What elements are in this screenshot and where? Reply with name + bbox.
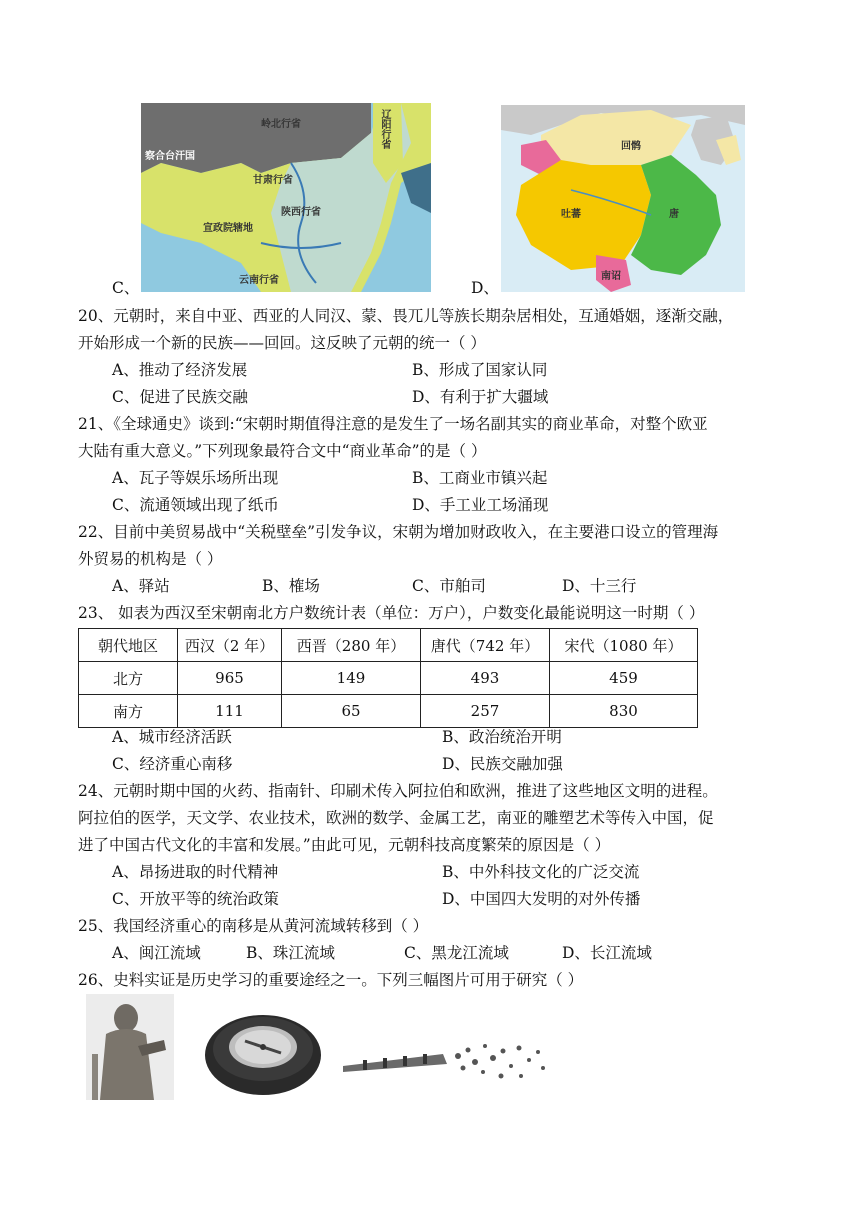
q20-stem-line1: 20、元朝时，来自中亚、西亚的人同汉、蒙、畏兀儿等族长期杂居相处，互通婚姻，逐渐交融， xyxy=(78,307,734,325)
map-label-chagatai: 察合台汗国 xyxy=(145,151,195,162)
table-cell: 459 xyxy=(550,662,698,695)
q21-option-d[interactable]: D、手工业工场涌现 xyxy=(412,496,549,514)
q20-option-d[interactable]: D、有利于扩大疆域 xyxy=(412,388,549,406)
q25-option-a[interactable]: A、闽江流域 xyxy=(112,944,201,962)
table-header-row xyxy=(79,629,698,662)
q21-option-c[interactable]: C、流通领域出现了纸币 xyxy=(112,496,279,514)
q22-option-b[interactable]: B、榷场 xyxy=(262,577,320,595)
option-d-label: D、 xyxy=(471,279,499,297)
q24-option-c[interactable]: C、开放平等的统治政策 xyxy=(112,890,279,908)
q22-option-d[interactable]: D、十三行 xyxy=(562,577,637,595)
q23-option-d[interactable]: D、民族交融加强 xyxy=(442,755,563,773)
table-cell: 493 xyxy=(421,662,550,695)
map-label-huihu: 回鹘 xyxy=(621,141,641,152)
map-label-tang: 唐 xyxy=(669,209,679,220)
q25-option-b[interactable]: B、珠江流域 xyxy=(246,944,335,962)
q22-option-c[interactable]: C、市舶司 xyxy=(412,577,486,595)
compass-graphic xyxy=(203,1005,323,1098)
table-cell: 65 xyxy=(282,695,421,728)
q24-stem-line3: 进了中国古代文化的丰富和发展。”由此可见，元朝科技高度繁荣的原因是（ ） xyxy=(78,836,611,854)
table-cell: 257 xyxy=(421,695,550,728)
q24-option-a[interactable]: A、昂扬进取的时代精神 xyxy=(112,863,279,881)
map-label-liaoyang: 辽阳行省 xyxy=(379,109,390,149)
map-label-nanzhao: 南诏 xyxy=(601,271,621,282)
map-label-tubo: 吐蕃 xyxy=(561,209,581,220)
q21-stem-line2: 大陆有重大意义。”下列现象最符合文中“商业革命”的是（ ） xyxy=(78,442,487,460)
q24-stem-line2: 阿拉伯的医学，天文学、农业技术，欧洲的数学、金属工艺，南亚的雕塑艺术等传入中国，促 xyxy=(78,809,714,827)
option-c-label: C、 xyxy=(112,279,140,297)
table-cell: 北方 xyxy=(79,662,178,695)
bi-sheng-statue-image xyxy=(86,994,174,1100)
table-header-cell: 朝代地区 xyxy=(79,629,178,662)
table-cell: 965 xyxy=(178,662,282,695)
q22-option-a[interactable]: A、驿站 xyxy=(112,577,170,595)
tang-map-graphic xyxy=(501,105,745,292)
map-label-yunnan: 云南行省 xyxy=(239,275,279,286)
table-header-cell: 西汉（2 年） xyxy=(178,629,282,662)
q22-stem-line1: 22、目前中美贸易战中“关税壁垒”引发争议，宋朝为增加财政收入，在主要港口设立的管理海 xyxy=(78,523,719,541)
map-label-shaanxi: 陕西行省 xyxy=(281,207,321,218)
q24-option-b[interactable]: B、中外科技文化的广泛交流 xyxy=(442,863,640,881)
q21-stem-line1: 21、《全球通史》谈到:“宋朝时期值得注意的是发生了一场名副其实的商业革命，对整个欧亚 xyxy=(78,415,708,433)
q20-option-c[interactable]: C、促进了民族交融 xyxy=(112,388,248,406)
q25-stem: 25、我国经济重心的南移是从黄河流域转移到（ ） xyxy=(78,917,429,935)
map-label-lingbei: 岭北行省 xyxy=(261,119,301,130)
compass-image xyxy=(203,1005,323,1098)
statue-graphic xyxy=(86,994,174,1100)
q22-stem-line2: 外贸易的机构是（ ） xyxy=(78,550,223,568)
map-label-xuanzhengyuan: 宣政院辖地 xyxy=(203,223,253,234)
q23-option-b[interactable]: B、政治统治开明 xyxy=(442,728,562,746)
q23-option-c[interactable]: C、经济重心南移 xyxy=(112,755,233,773)
q20-option-a[interactable]: A、推动了经济发展 xyxy=(112,361,248,379)
table-header-cell: 唐代（742 年） xyxy=(421,629,550,662)
table-cell: 111 xyxy=(178,695,282,728)
q25-option-d[interactable]: D、长江流域 xyxy=(562,944,652,962)
fire-arrow-image xyxy=(343,1036,553,1094)
table-header-cell: 西晋（280 年） xyxy=(282,629,421,662)
table-row xyxy=(79,695,698,728)
table-cell: 南方 xyxy=(79,695,178,728)
yuan-dynasty-map xyxy=(141,103,431,292)
table-row xyxy=(79,662,698,695)
q20-option-b[interactable]: B、形成了国家认同 xyxy=(412,361,548,379)
q24-option-d[interactable]: D、中国四大发明的对外传播 xyxy=(442,890,641,908)
q23-option-a[interactable]: A、城市经济活跃 xyxy=(112,728,232,746)
q21-option-a[interactable]: A、瓦子等娱乐场所出现 xyxy=(112,469,279,487)
table-cell: 149 xyxy=(282,662,421,695)
tang-dynasty-map xyxy=(501,105,745,292)
q20-stem-line2: 开始形成一个新的民族——回回。这反映了元朝的统一（ ） xyxy=(78,334,486,352)
q23-stem: 23、 如表为西汉至宋朝南北方户数统计表（单位：万户），户数变化最能说明这一时期（ ） xyxy=(78,604,705,622)
q24-stem-line1: 24、元朝时期中国的火药、指南针、印刷术传入阿拉伯和欧洲，推进了这些地区文明的进程。 xyxy=(78,782,718,800)
q26-stem: 26、史料实证是历史学习的重要途经之一。下列三幅图片可用于研究（ ） xyxy=(78,971,584,989)
q25-option-c[interactable]: C、黑龙江流域 xyxy=(404,944,509,962)
fire-arrow-graphic xyxy=(343,1036,553,1094)
table-cell: 830 xyxy=(550,695,698,728)
q21-option-b[interactable]: B、工商业市镇兴起 xyxy=(412,469,548,487)
household-table xyxy=(78,628,698,728)
table-header-cell: 宋代（1080 年） xyxy=(550,629,698,662)
map-label-gansu: 甘肃行省 xyxy=(253,175,293,186)
